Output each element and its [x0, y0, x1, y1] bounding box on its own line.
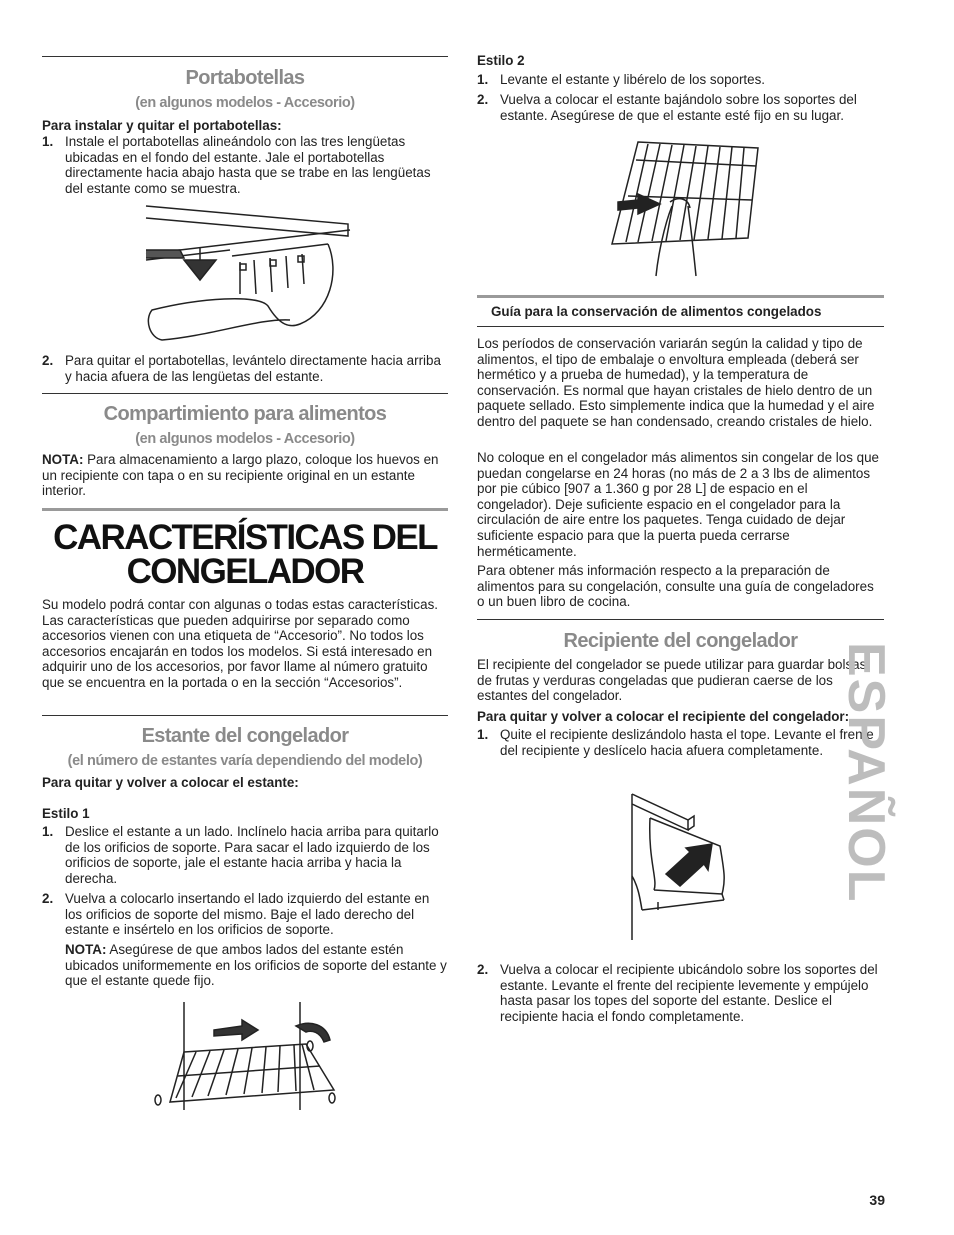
portabotellas-step2-text: Para quitar el portabotellas, levántelo directamente hacia arriba y hacia afuera de las lengüetas del estante.: [65, 353, 441, 384]
portabotellas-step2-number: 2.: [42, 353, 54, 368]
portabotellas-step1-text: Instale el portabotellas alineándolo con las tres lengüetas ubicadas en el fondo del estante. Jale el portabotellas directamente hacia abajo hasta que se trabe en las lengüetas del estante como se muestra.: [65, 134, 431, 196]
portabotellas-subtitle: (en algunos modelos - Accesorio): [135, 95, 355, 111]
language-side-tab: ESPAÑOL: [837, 642, 895, 904]
recipiente-step1-text: Quite el recipiente deslizándolo hasta el tope. Levante el frente del recipiente y deslícelo hacia afuera completamente.: [500, 727, 874, 758]
rule-compartimiento: [42, 393, 448, 394]
compartimiento-subtitle: (en algunos modelos - Accesorio): [135, 431, 355, 447]
rule-caracteristicas: [42, 508, 448, 511]
estante-step1-text: Deslice el estante a un lado. Inclínelo hacia arriba para quitarlo de los orificios de soporte. Para sacar el lado izquierdo de los orificios de soporte, jale el estante hacia arriba y hacia la derecha.: [65, 824, 439, 886]
recipiente-step2-text: Vuelva a colocar el recipiente ubicándolo sobre los soportes del estante. Levante el frente del recipiente levemente y empújelo hasta pasar los topes del soporte del estante. Deslice el recipiente hacia el fondo completamente.: [500, 962, 878, 1024]
guia-paragraph-1: Los períodos de conservación variarán según la calidad y tipo de alimentos, el tipo de embalaje o envoltura empleada (deberá ser hermético y a prueba de humedad), y la temperatura de conservación. Es normal que hayan cristales de hielo dentro de un paquete sellado. Esto simplemente indica que la humedad y el aire dentro del paquete se han condensado, creando cristales de hielo.: [477, 336, 875, 429]
estante-step2-text: Vuelva a colocarlo insertando el lado izquierdo del estante en los orificios de soporte del mismo. Baje el lado derecho del estante e insértelo en los orificios de soporte.: [65, 891, 430, 938]
guia-paragraph-2: No coloque en el congelador más alimentos sin congelar de los que puedan congelarse en 24 horas (no más de 2 a 3 lbs de alimentos por pie cúbico [907 a 1.360 g por 28 L] de espacio en el congelador). Deje suficiente espacio en el congelador para la circulación de aire entre los paquetes. Tenga cuidado de dejar suficiente espacio para que la puerta pueda cerrarse herméticamente.: [477, 450, 879, 559]
estante-note: [65, 942, 448, 989]
recipiente-heading: Recipiente del congelador: [563, 630, 798, 652]
rule-recipiente: [477, 619, 884, 620]
recipiente-step1-number: 1.: [477, 727, 489, 742]
guia-top-rule: [477, 295, 884, 298]
portabotellas-lead: Para instalar y quitar el portabotellas:: [42, 118, 282, 133]
guia-heading: Guía para la conservación de alimentos congelados: [491, 304, 822, 319]
bottle-rack-illustration: [140, 202, 355, 347]
estante-heading: Estante del congelador: [141, 725, 349, 747]
recipiente-body: El recipiente del congelador se puede utilizar para guardar bolsas de frutas y verduras congeladas que pudieran caerse de los estantes del congelador.: [477, 657, 867, 704]
portabotellas-heading: Portabotellas: [185, 67, 305, 89]
recipiente-step2-number: 2.: [477, 962, 489, 977]
note-text: Para almacenamiento a largo plazo, coloque los huevos en un recipiente con tapa o en su recipiente original en un estante interior.: [42, 452, 439, 499]
caracteristicas-body: Su modelo podrá contar con algunas o todas estas características. Las características que pueden adquirirse por separado como accesorios vienen con una etiqueta de “Accesorio”. No todos los accesorios encajarán en todos los modelos. Si está interesado en adquirir uno de los accesorios, por favor llame al número gratuito que se encuentra en la portada o en la sección “Accesorios”.: [42, 597, 438, 690]
page-number: 39: [869, 1192, 885, 1208]
estante-note-label: NOTA:: [65, 942, 107, 957]
guia-paragraph-3: Para obtener más información respecto a la preparación de alimentos para su congelación, consulte una guía de congeladores o un buen libro de cocina.: [477, 563, 874, 610]
estante-step1-number: 1.: [42, 824, 54, 839]
estilo2-step1-number: 1.: [477, 72, 489, 87]
estante-lead: Para quitar y volver a colocar el estante:: [42, 775, 299, 790]
portabotellas-step1-number: 1.: [42, 134, 54, 149]
freezer-shelf-style2-illustration: [608, 136, 768, 281]
estilo2-step1-text: Levante el estante y libérelo de los soportes.: [500, 72, 766, 87]
estante-note-text: Asegúrese de que ambos lados del estante estén ubicados uniformemente en los orificios de soporte del estante y que el estante quede fijo.: [65, 942, 447, 989]
estante-step2-number: 2.: [42, 891, 54, 906]
compartimiento-heading: Compartimiento para alimentos: [103, 403, 387, 425]
freezer-shelf-style1-illustration: [150, 1000, 350, 1112]
recipiente-lead: Para quitar y volver a colocar el recipiente del congelador:: [477, 709, 850, 724]
estante-subtitle: (el número de estantes varía dependiendo del modelo): [67, 753, 423, 769]
freezer-basket-illustration: [628, 790, 736, 950]
estilo2-step2-number: 2.: [477, 92, 489, 107]
note-label: NOTA:: [42, 452, 84, 467]
top-rule-left: [42, 56, 448, 57]
guia-bottom-rule: [477, 326, 884, 327]
estante-style1: Estilo 1: [42, 806, 90, 821]
caracteristicas-title-line1: CARACTERÍSTICAS DEL: [53, 518, 437, 557]
compartimiento-note: [42, 452, 448, 499]
rule-estante: [42, 715, 448, 716]
estilo2-step2-text: Vuelva a colocar el estante bajándolo sobre los soportes del estante. Asegúrese de que el estante esté fijo en su lugar.: [500, 92, 857, 123]
estilo2-heading: Estilo 2: [477, 53, 525, 68]
caracteristicas-title-line2: CONGELADOR: [126, 552, 364, 591]
